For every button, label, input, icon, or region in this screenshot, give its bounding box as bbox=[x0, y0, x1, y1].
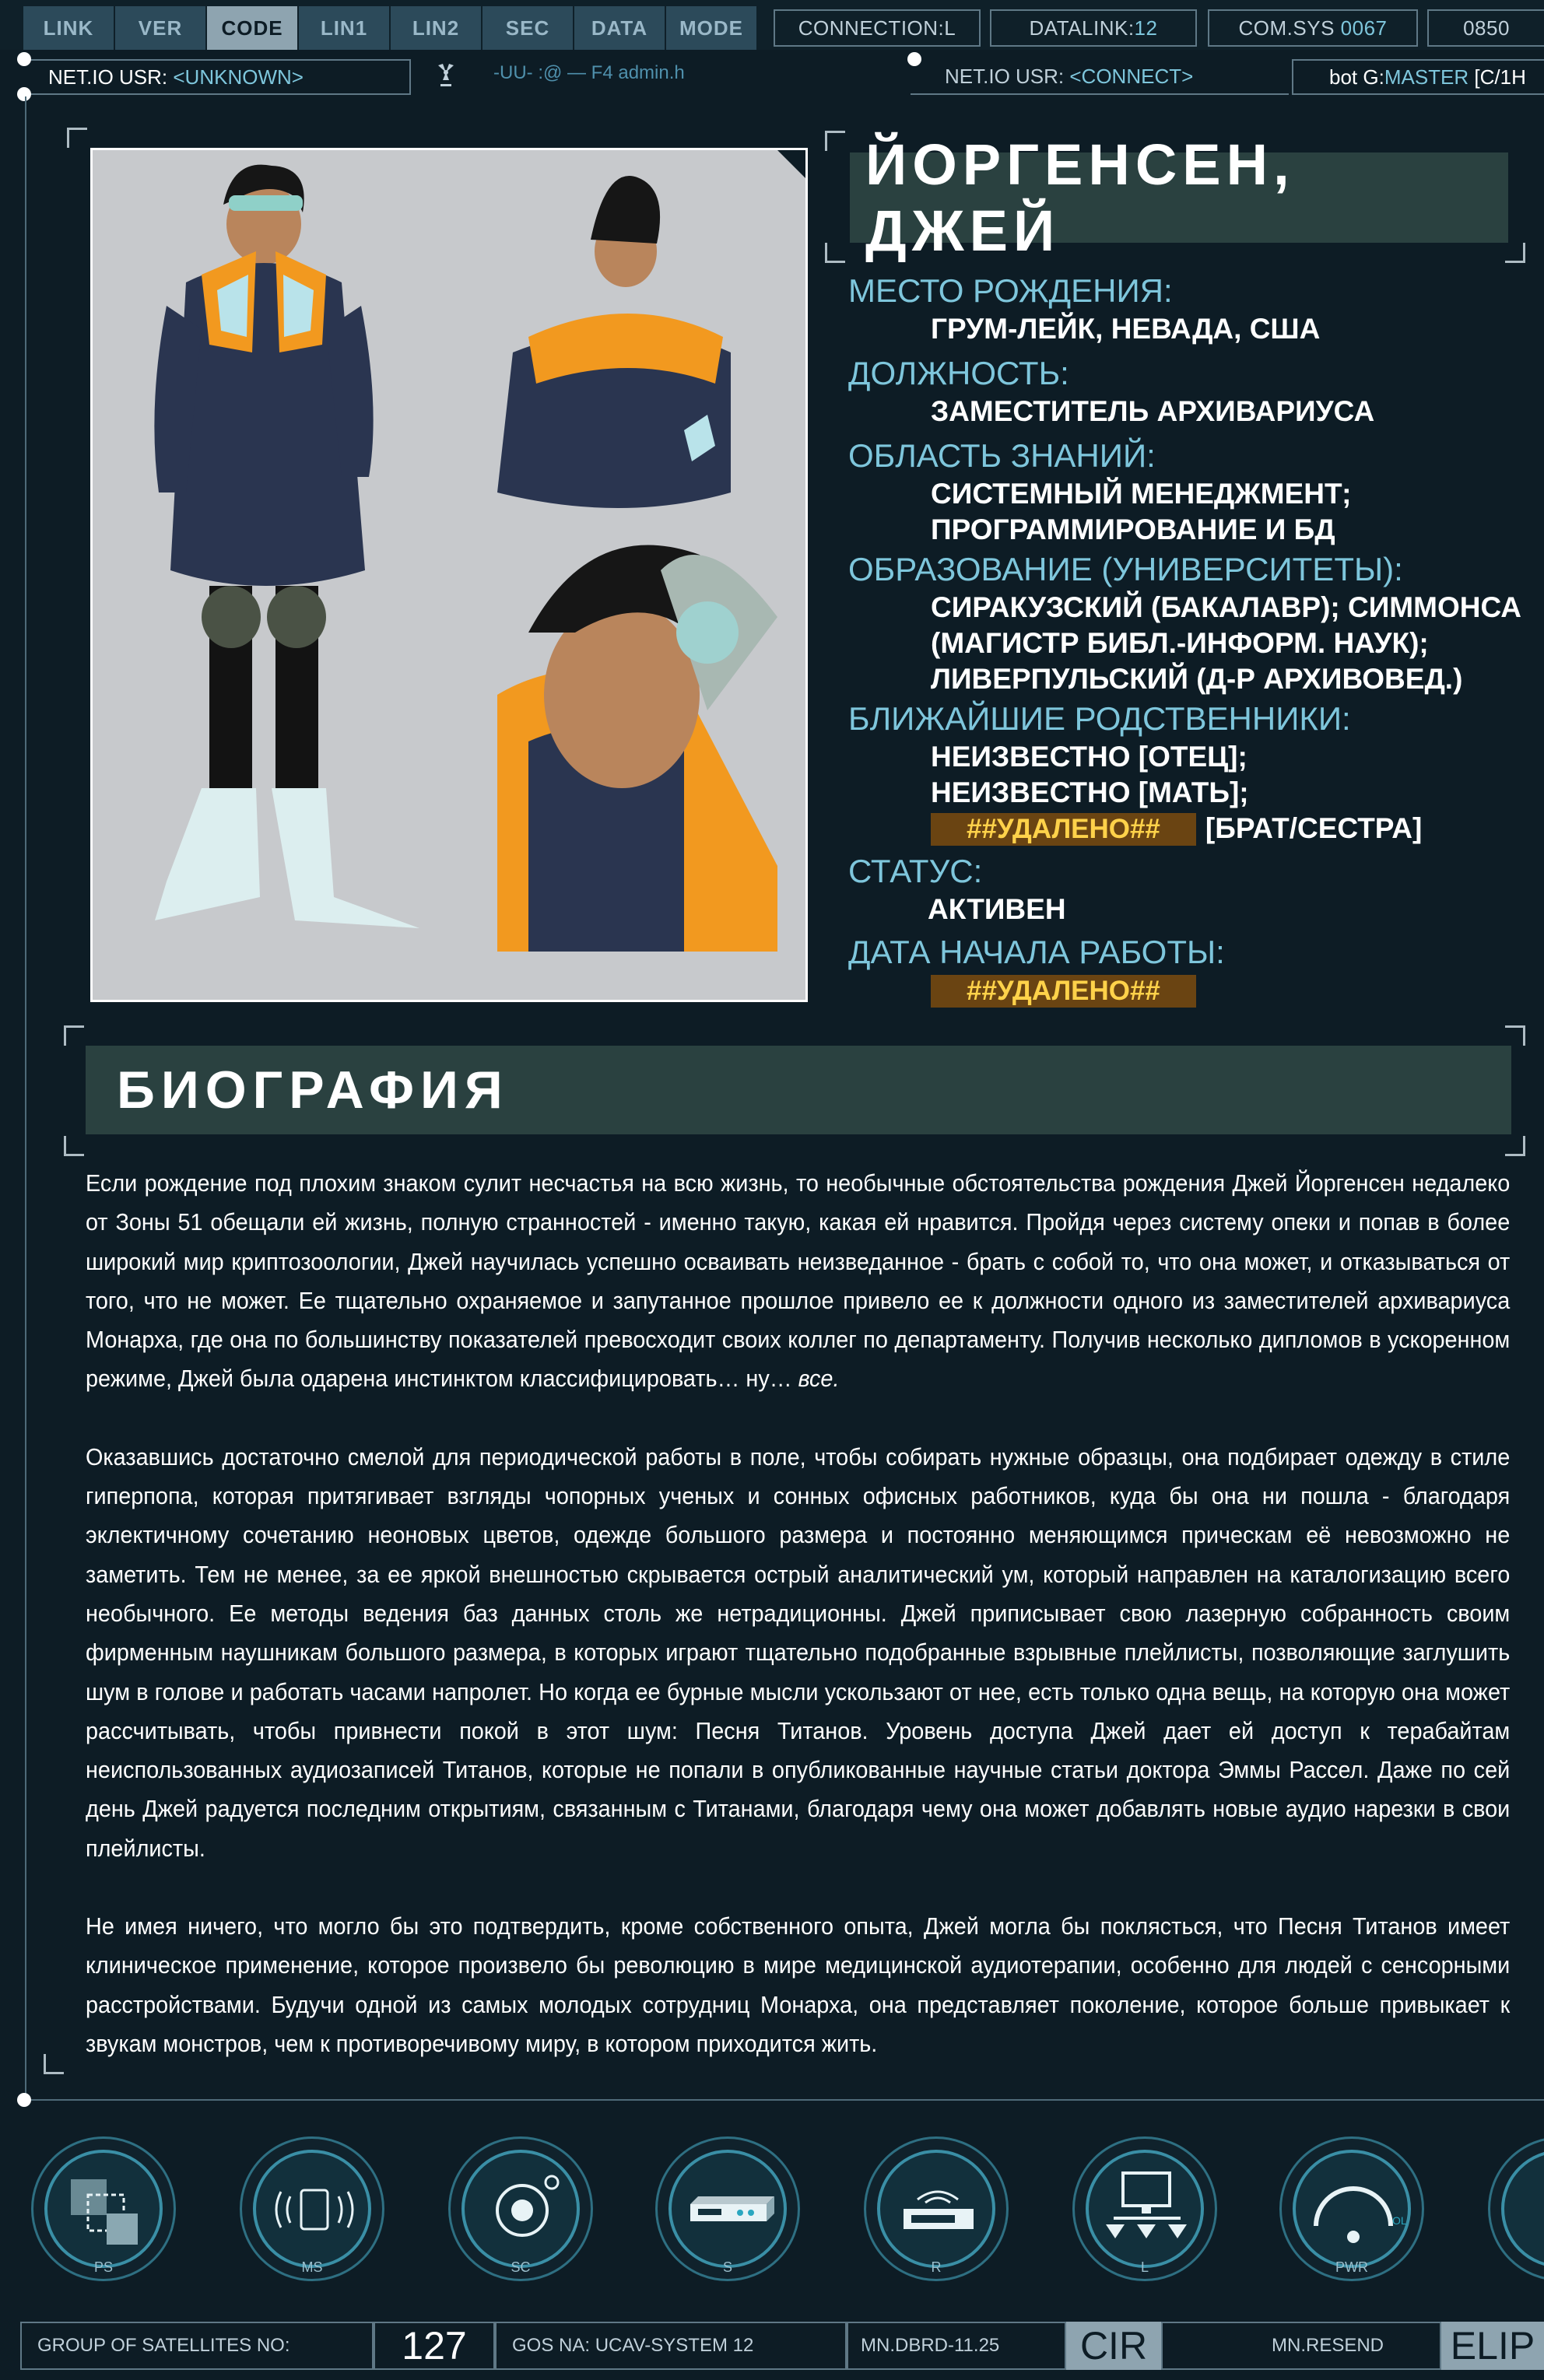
bio-paragraph: Не имея ничего, что могло бы это подтвердить, кроме собственного опыта, Джей могла бы поклясться, что Песня Титанов имеет клиническое применение, которое произвело бы революцию в мире медицинской аудиотерапии, особенно для людей с сенсорными расстройствами. Будучи одной из самых молодых сотрудниц Монарха, она представляет поколение, которое больше привыкает к звукам монстров, чем к противоречивому миру, в котором приходится жить. bbox=[86, 1912, 1511, 2057]
user-bar bbox=[0, 54, 1544, 98]
netio-label-left: NET.IO USR: bbox=[48, 65, 168, 89]
face-closeup-figure bbox=[497, 545, 777, 952]
connection-value: L bbox=[944, 16, 956, 40]
start-date-label: ДАТА НАЧАЛА РАБОТЫ: bbox=[848, 934, 1225, 970]
node-dot bbox=[17, 52, 31, 66]
field-value: СИСТЕМНЫЙ МЕНЕДЖМЕНТ; bbox=[931, 478, 1352, 510]
education-value: (МАГИСТР БИБЛ.-ИНФОРМ. НАУК); bbox=[931, 627, 1429, 659]
birthplace-value: ГРУМ-ЛЕЙК, НЕВАДА, США bbox=[931, 313, 1321, 345]
bot-suffix: [C/1H bbox=[1474, 65, 1526, 89]
biography-title: БИОГРАФИЯ bbox=[117, 1060, 509, 1120]
resend-label: MN.RESEND bbox=[1161, 2322, 1441, 2370]
relatives-value: НЕИЗВЕСТНО [ОТЕЦ]; bbox=[931, 741, 1247, 773]
tab-code[interactable]: CODE bbox=[207, 6, 299, 50]
dial-s[interactable] bbox=[655, 2136, 800, 2281]
satellite-group-label: GROUP OF SATELLITES NO: bbox=[20, 2322, 374, 2370]
comsys-value: 0067 bbox=[1340, 16, 1388, 40]
education-value: СИРАКУЗСКИЙ (БАКАЛАВР); СИММОНСА bbox=[931, 591, 1521, 623]
dossier-details bbox=[848, 271, 1541, 1008]
redacted-badge: ##УДАЛЕНО## bbox=[931, 813, 1196, 846]
start-date-row bbox=[848, 973, 1541, 1008]
back-view-figure bbox=[497, 176, 731, 508]
character-name: ЙОРГЕНСЕН, ДЖЕЙ bbox=[865, 132, 1295, 263]
tab-sec[interactable]: SEC bbox=[482, 6, 574, 50]
field-value: ПРОГРАММИРОВАНИЕ И БД bbox=[931, 514, 1335, 545]
name-panel bbox=[850, 132, 1508, 263]
node-dot bbox=[17, 2093, 31, 2107]
cir-button[interactable]: CIR bbox=[1066, 2322, 1161, 2370]
datalink-status bbox=[990, 9, 1197, 47]
bio-paragraph-emphasis: все. bbox=[798, 1365, 840, 1393]
connection-status bbox=[774, 9, 981, 47]
counter-display bbox=[1427, 9, 1544, 47]
bio-paragraph-text: Если рождение под плохим знаком сулит несчастья на всю жизнь, то необычные обстоятельства рождения Джей Йоргенсен недалеко от Зоны 51 обещали ей жизнь, полную странностей - именно такую, какая ей нравится. Пройдя через систему опеки и попав в более широкий мир криптозоологии, Джей научилась успешно осваивать неизведанное - брать с собой то, что она может, и отказываться от того, что не может. Ее тщательно охраняемое и запутанное прошлое привело ее к должности одного из заместителей архивариуса Монарха, где она по большинству показателей превосходит своих коллег по департаменту. Получив несколько дипломов в ускоренном режиме, Джей была одарена инстинктом классифицировать… ну… bbox=[86, 1169, 1511, 1393]
relatives-value: НЕИЗВЕСТНО [МАТЬ]; bbox=[931, 776, 1249, 808]
netio-value-left: <UNKNOWN> bbox=[173, 65, 304, 89]
dial-partial[interactable] bbox=[1488, 2136, 1544, 2281]
dial-label: L bbox=[1140, 2259, 1149, 2275]
frame-corner bbox=[1505, 1025, 1525, 1046]
netio-value-right: <CONNECT> bbox=[1069, 64, 1194, 88]
status-label: СТАТУС: bbox=[848, 853, 983, 889]
biography-text bbox=[86, 1164, 1510, 2102]
comsys-status bbox=[1208, 9, 1418, 47]
bottom-bar bbox=[0, 2317, 1544, 2380]
frame-corner bbox=[64, 1025, 84, 1046]
gauge-text: OL bbox=[1392, 2214, 1407, 2227]
status-value: АКТИВЕН bbox=[928, 893, 1066, 925]
tab-lin1[interactable]: LIN1 bbox=[299, 6, 391, 50]
birthplace-label: МЕСТО РОЖДЕНИЯ: bbox=[848, 272, 1173, 309]
full-body-figure bbox=[154, 165, 419, 928]
redacted-badge: ##УДАЛЕНО## bbox=[931, 975, 1196, 1008]
datalink-value: 12 bbox=[1134, 16, 1158, 40]
character-portrait bbox=[90, 148, 808, 1002]
tab-lin2[interactable]: LIN2 bbox=[391, 6, 482, 50]
position-label: ДОЛЖНОСТЬ: bbox=[848, 355, 1069, 391]
biography-header bbox=[86, 1046, 1511, 1134]
bio-paragraph: Оказавшись достаточно смелой для периодической работы в поле, чтобы собирать нужные образцы, она подбирает одежду в стиле гиперпопа, которая притягивает взгляды чопорных ученых и сонных офисных работников, куда бы она ни пошла - благодаря эклектичному сочетанию неоновых цветов, одежде большого размера и постоянно меняющимся прическам её невозможно не заметить. Тем не менее, за ее яркой внешностью скрывается острый аналитический ум, который направлен на каталогизацию всего необычного. Ее методы ведения баз данных столь же нетрадиционны. Джей приписывает свою лазерную собранность своим фирменным наушникам большого размера, в которых играют тщательно подобранные взрывные плейлисты, позволяющие заглушить шум в голове и работать часами напролет. Но когда ее бурные мысли ускользают от нее, есть только одна вещь, на которую она может рассчитывать, чтобы привнести покой в этот шум: Песня Титанов. Уровень доступа Джей дает ей доступ к терабайтам неиспользованных аудиозаписей Титанов, которые не попали в опубликованные научные статьи доктора Эммы Рассел. Даже по сей день Джей радуется последним открытиям, связанным с Титанами, благодаря чему она может добавлять новые аудио нарезки в свои плейлисты. bbox=[86, 1442, 1511, 1862]
education-label: ОБРАЗОВАНИЕ (УНИВЕРСИТЕТЫ): bbox=[848, 551, 1403, 587]
satellite-group-value: 127 bbox=[374, 2322, 495, 2370]
connection-label: CONNECTION: bbox=[798, 16, 945, 40]
position-value: ЗАМЕСТИТЕЛЬ АРХИВАРИУСА bbox=[931, 395, 1375, 427]
node-dot bbox=[907, 52, 921, 66]
counter-value: 0850 bbox=[1463, 16, 1510, 40]
node-dot bbox=[17, 87, 31, 101]
datalink-label: DATALINK: bbox=[1029, 16, 1135, 40]
frame-corner bbox=[825, 131, 845, 151]
elip-button[interactable]: ELIP bbox=[1441, 2322, 1544, 2370]
admin-path: -UU- :@ — F4 admin.h bbox=[493, 62, 685, 83]
frame-corner bbox=[67, 128, 87, 148]
dial-label: PWR bbox=[1335, 2259, 1368, 2275]
dial-sc[interactable] bbox=[448, 2136, 593, 2281]
netio-label-right: NET.IO USR: bbox=[945, 64, 1065, 88]
comsys-label: COM.SYS bbox=[1238, 16, 1335, 40]
dial-label: R bbox=[931, 2259, 942, 2275]
relatives-redacted-suffix: [БРАТ/СЕСТРА] bbox=[1205, 812, 1423, 844]
netio-user-left bbox=[20, 59, 411, 95]
tab-data[interactable]: DATA bbox=[574, 6, 666, 50]
tab-mode[interactable]: MODE bbox=[666, 6, 758, 50]
relatives-label: БЛИЖАЙШИЕ РОДСТВЕННИКИ: bbox=[848, 700, 1351, 737]
relatives-redacted-row bbox=[848, 811, 1541, 846]
bio-paragraph bbox=[86, 1164, 1510, 1399]
dial-ms[interactable] bbox=[240, 2136, 384, 2281]
dial-pwr[interactable] bbox=[1279, 2136, 1424, 2281]
tab-ver[interactable]: VER bbox=[115, 6, 207, 50]
frame-corner bbox=[1505, 1136, 1525, 1156]
bot-prefix: bot G: bbox=[1329, 65, 1384, 89]
dial-ps[interactable] bbox=[31, 2136, 176, 2281]
dial-label: PS bbox=[93, 2259, 113, 2275]
dbrd-label: MN.DBRD-11.25 bbox=[847, 2322, 1066, 2370]
frame-corner bbox=[64, 1136, 84, 1156]
tab-strip bbox=[23, 6, 758, 50]
bot-master-status bbox=[1292, 59, 1544, 95]
dial-ring bbox=[1501, 2150, 1544, 2268]
frame-corner bbox=[44, 2054, 64, 2074]
field-label: ОБЛАСТЬ ЗНАНИЙ: bbox=[848, 437, 1156, 474]
top-bar bbox=[0, 0, 1544, 50]
dial-l[interactable] bbox=[1072, 2136, 1217, 2281]
education-value: ЛИВЕРПУЛЬСКИЙ (Д-Р АРХИВОВЕД.) bbox=[931, 663, 1463, 695]
dial-r[interactable] bbox=[864, 2136, 1009, 2281]
radiation-icon bbox=[434, 62, 458, 89]
dial-label: SC bbox=[511, 2259, 531, 2275]
bot-master-value: MASTER bbox=[1384, 65, 1469, 89]
dial-label: S bbox=[722, 2259, 732, 2275]
tab-link[interactable]: LINK bbox=[23, 6, 115, 50]
gos-system-label: GOS NA: UCAV-SYSTEM 12 bbox=[495, 2322, 847, 2370]
frame-corner bbox=[825, 243, 845, 263]
frame-line bbox=[25, 96, 26, 2101]
netio-user-right bbox=[911, 59, 1289, 95]
dial-label: MS bbox=[301, 2259, 323, 2275]
